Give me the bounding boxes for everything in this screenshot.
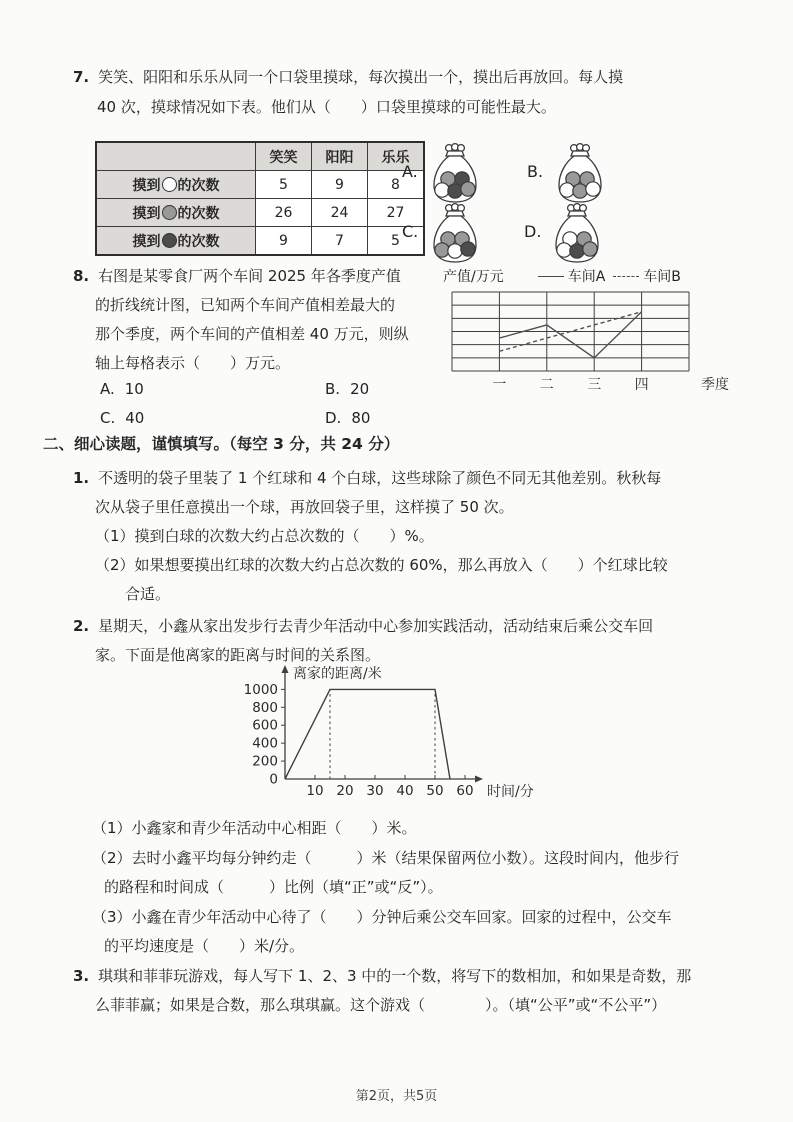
question-2-sub-1: （1）小鑫家和青少年活动中心相距（ ）米。 xyxy=(92,819,417,837)
question-1-line-1 xyxy=(73,464,668,493)
row-label xyxy=(96,227,256,256)
option-b xyxy=(325,380,369,398)
q7-results-table xyxy=(95,141,425,256)
y-tick-label: 400 xyxy=(252,735,278,752)
option-key: D. xyxy=(325,409,342,427)
option-value: 40 xyxy=(125,409,145,427)
table-cell: 9 xyxy=(256,227,312,256)
row-label-prefix: 摸到 xyxy=(132,205,161,222)
question-1-text: 不透明的袋子里装了 1 个红球和 4 个白球，这些球除了颜色不同无其他差别。秋秋每 xyxy=(98,469,662,487)
ball-icon xyxy=(448,244,462,258)
bag-option-d xyxy=(524,202,604,268)
bag-option-label: D. xyxy=(524,222,542,241)
x-axis-label: 季度 xyxy=(701,377,729,393)
question-3-text: 琪琪和菲菲玩游戏，每人写下 1、2、3 中的一个数，将写下的数相加，和如果是奇数，那 xyxy=(98,967,692,985)
question-8 xyxy=(73,262,453,378)
option-a xyxy=(100,380,144,398)
question-1-sub-2-cont: 合适。 xyxy=(125,585,171,603)
option-value: 80 xyxy=(351,409,371,427)
col-header-yangyang: 阳阳 xyxy=(312,142,368,171)
series-line xyxy=(285,689,450,779)
table-row-dark-ball xyxy=(96,227,424,256)
option-key: A. xyxy=(100,380,115,398)
x-tick-label: 50 xyxy=(426,783,444,799)
legend-item-workshop-b xyxy=(613,266,681,286)
white-ball-icon xyxy=(162,177,177,192)
y-axis-label: 离家的距离/米 xyxy=(293,666,382,682)
table-cell: 5 xyxy=(256,171,312,199)
table-header-row xyxy=(96,142,424,171)
row-label-prefix: 摸到 xyxy=(132,233,161,250)
bag-option-a xyxy=(402,142,482,208)
x-tick-label: 10 xyxy=(306,783,324,799)
question-3-line-1 xyxy=(73,962,691,991)
ball-icon xyxy=(448,184,462,198)
ball-icon xyxy=(435,183,449,197)
bag-option-label: C. xyxy=(402,222,419,241)
bag-icon xyxy=(553,142,607,204)
question-7-line-2: 40 次，摸球情况如下表。他们从（ ）口袋里摸球的可能性最大。 xyxy=(97,98,556,116)
arrow-right-icon xyxy=(475,776,483,783)
chart-legend xyxy=(443,266,748,286)
category-label: 二 xyxy=(539,377,554,393)
ball-icon xyxy=(461,242,475,256)
row-label xyxy=(96,171,256,199)
row-label xyxy=(96,199,256,227)
gray-ball-icon xyxy=(162,205,177,220)
table-corner-cell xyxy=(96,142,256,171)
option-key: B. xyxy=(325,380,341,398)
bag-icon xyxy=(550,202,604,264)
question-8-line-3: 那个季度，两个车间的产值相差 40 万元，则纵 xyxy=(95,325,409,343)
ball-icon xyxy=(461,182,475,196)
question-1-line-2: 次从袋子里任意摸出一个球，再放回袋子里，这样摸了 50 次。 xyxy=(95,498,514,516)
ball-icon xyxy=(435,243,449,257)
y-tick-label: 600 xyxy=(252,717,278,734)
row-label-prefix: 摸到 xyxy=(132,177,161,194)
table-cell: 24 xyxy=(312,199,368,227)
question-8-text: 右图是某零食厂两个车间 2025 年各季度产值 xyxy=(98,267,401,285)
question-1-sub-1: （1）摸到白球的次数大约占总次数的（ ）%。 xyxy=(95,527,434,545)
table-cell: 5 xyxy=(368,227,425,256)
table-cell: 8 xyxy=(368,171,425,199)
bag-icon xyxy=(428,142,482,204)
table-row-white-ball xyxy=(96,171,424,199)
question-3-line-2: 么菲菲赢；如果是合数，那么琪琪赢。这个游戏（ ）。（填“公平”或“不公平”） xyxy=(95,996,667,1014)
ball-icon xyxy=(560,183,574,197)
y-tick-label: 200 xyxy=(252,753,278,770)
question-8-line-4: 轴上每格表示（ ）万元。 xyxy=(95,354,291,372)
bag-option-b xyxy=(527,142,607,208)
ball-icon xyxy=(570,244,584,258)
section-2-heading: 二、细心读题，谨慎填写。（每空 3 分，共 24 分） xyxy=(43,435,400,453)
question-7-number: 7. xyxy=(73,68,90,86)
bag-option-label: A. xyxy=(402,162,418,181)
x-tick-label: 40 xyxy=(396,783,414,799)
table-cell: 9 xyxy=(312,171,368,199)
category-label: 四 xyxy=(634,377,649,393)
question-1-sub-2: （2）如果想要摸出红球的次数大约占总次数的 60%，那么再放入（ ）个红球比较 xyxy=(95,556,668,574)
col-header-xiaoxiao: 笑笑 xyxy=(256,142,312,171)
x-tick-label: 20 xyxy=(336,783,354,799)
y-tick-label: 0 xyxy=(269,771,278,788)
question-2-sub-2: （2）去时小鑫平均每分钟约走（ ）米（结果保留两位小数）。这段时间内，他步行 xyxy=(92,848,680,867)
option-d xyxy=(325,409,370,427)
dashed-line-icon xyxy=(613,276,639,277)
ball-icon xyxy=(583,242,597,256)
table-cell: 27 xyxy=(368,199,425,227)
category-label: 一 xyxy=(492,377,507,393)
question-3-number: 3. xyxy=(73,967,90,985)
option-c xyxy=(100,409,144,427)
question-8-number: 8. xyxy=(73,267,90,285)
question-7-text: 笑笑、阳阳和乐乐从同一个口袋里摸球，每次摸出一个，摸出后再放回。每人摸 xyxy=(98,68,624,86)
question-2-sub-2-cont: 的路程和时间成（ ）比例（填“正”或“反”）。 xyxy=(104,878,443,896)
q7-bag-options xyxy=(398,140,658,268)
legend-item-workshop-a xyxy=(538,266,606,286)
row-label-suffix: 的次数 xyxy=(177,177,220,194)
question-2-line-1 xyxy=(73,612,653,641)
y-tick-label: 800 xyxy=(252,699,278,716)
y-axis-label: 产值/万元 xyxy=(443,269,504,285)
x-tick-label: 60 xyxy=(456,783,474,799)
question-8-line-2: 的折线统计图，已知两个车间产值相差最大的 xyxy=(95,296,396,314)
question-2 xyxy=(73,612,653,670)
ball-icon xyxy=(573,184,587,198)
dark-ball-icon xyxy=(162,233,177,248)
question-1-number: 1. xyxy=(73,469,90,487)
table-cell: 26 xyxy=(256,199,312,227)
question-8-line-1 xyxy=(73,262,453,291)
table-cell: 7 xyxy=(312,227,368,256)
ball-icon xyxy=(557,243,571,257)
question-2-text: 星期天，小鑫从家出发步行去青少年活动中心参加实践活动，活动结束后乘公交车回 xyxy=(98,617,654,635)
col-header-lele: 乐乐 xyxy=(368,142,425,171)
option-value: 20 xyxy=(350,380,370,398)
arrow-up-icon xyxy=(282,665,289,673)
ball-icon xyxy=(586,182,600,196)
legend-label: 车间B xyxy=(643,269,681,285)
legend-label: 车间A xyxy=(567,269,606,285)
y-tick-label: 1000 xyxy=(243,681,278,698)
question-2-line-2: 家。下面是他离家的距离与时间的关系图。 xyxy=(95,646,381,664)
page-number: 第2页，共5页 xyxy=(355,1089,438,1104)
row-label-suffix: 的次数 xyxy=(177,205,220,222)
question-3 xyxy=(73,962,691,1020)
line-chart-grid xyxy=(443,286,743,394)
table-row-gray-ball xyxy=(96,199,424,227)
solid-line-icon xyxy=(538,276,564,277)
question-7-line-1 xyxy=(73,66,623,87)
option-key: C. xyxy=(100,409,116,427)
question-2-subquestions xyxy=(92,814,679,962)
question-1 xyxy=(73,464,668,609)
question-2-sub-3: （3）小鑫在青少年活动中心待了（ ）分钟后乘公交车回家。回家的过程中，公交车 xyxy=(92,907,672,926)
bag-icon xyxy=(428,202,482,264)
option-value: 10 xyxy=(124,380,144,398)
question-2-number: 2. xyxy=(73,617,90,635)
distance-time-graph xyxy=(233,664,583,809)
category-label: 三 xyxy=(587,377,602,393)
bag-option-c xyxy=(402,202,482,268)
q8-chart xyxy=(443,266,748,398)
bag-option-label: B. xyxy=(527,162,544,181)
row-label-suffix: 的次数 xyxy=(177,233,220,250)
x-axis-label: 时间/分 xyxy=(487,784,534,800)
x-tick-label: 30 xyxy=(366,783,384,799)
question-2-sub-3-cont: 的平均速度是（ ）米/分。 xyxy=(104,937,305,955)
